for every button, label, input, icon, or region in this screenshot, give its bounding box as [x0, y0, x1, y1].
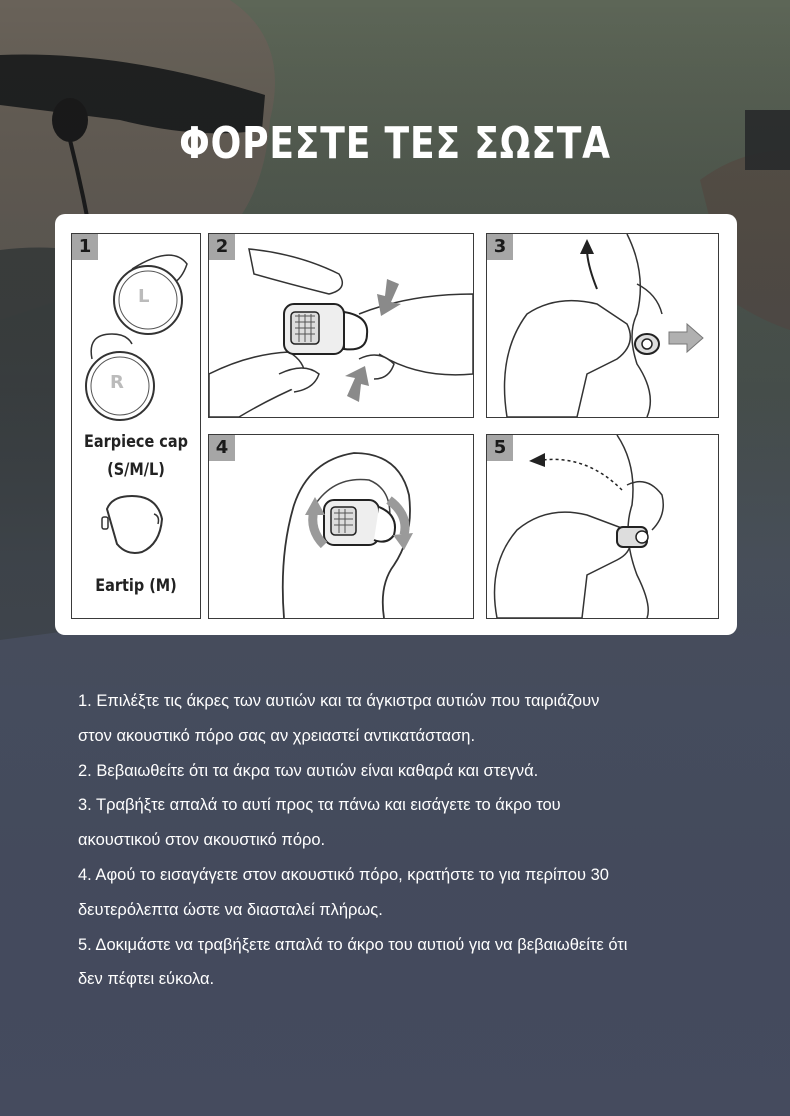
panel-2-assembly: [208, 233, 474, 418]
step-line: ακουστικού στον ακουστικό πόρο.: [78, 831, 326, 850]
step-line: 5. Δοκιμάστε να τραβήξετε απαλά το άκρο του αυτιού για να βεβαιωθείτε ότι: [78, 935, 628, 954]
earpiece-cap-sizes: (S/M/L): [107, 460, 165, 480]
panel-number: 4: [209, 435, 235, 461]
cap-right-letter: R: [110, 372, 124, 393]
panel-number: 3: [487, 234, 513, 260]
panel-number: 2: [209, 234, 235, 260]
step-line: δευτερόλεπτα ώστε να διασταλεί πλήρως.: [78, 900, 383, 919]
earpiece-caps-illustration: [72, 234, 200, 618]
twist-in-illustration: [209, 435, 473, 618]
cap-left-letter: L: [138, 286, 150, 307]
test-fit-illustration: [487, 435, 718, 618]
pull-ear-illustration: [487, 234, 718, 417]
panel-number: 1: [72, 234, 98, 260]
step-line: 4. Αφού το εισαγάγετε στον ακουστικό πόρο, κρατήστε το για περίπου 30: [78, 865, 609, 884]
panel-5-test-fit: [486, 434, 719, 619]
assembly-illustration: [209, 234, 473, 417]
panel-1-parts: [71, 233, 201, 619]
instruction-steps: [78, 684, 758, 997]
step-line: 2. Βεβαιωθείτε ότι τα άκρα των αυτιών είναι καθαρά και στεγνά.: [78, 761, 539, 780]
panel-4-twist-in: [208, 434, 474, 619]
instruction-card: [55, 214, 737, 635]
step-line: στον ακουστικό πόρο σας αν χρειαστεί αντικατάσταση.: [78, 726, 476, 745]
page-title: ΦΟΡΕΣΤΕ ΤΕΣ ΣΩΣΤΑ: [179, 118, 611, 169]
earpiece-cap-label: Earpiece cap: [84, 432, 188, 452]
step-line: 3. Τραβήξτε απαλά το αυτί προς τα πάνω και εισάγετε το άκρο του: [78, 796, 561, 815]
step-line: δεν πέφτει εύκολα.: [78, 970, 215, 989]
eartip-label: Eartip (M): [95, 576, 177, 596]
panel-3-pull-ear: [486, 233, 719, 418]
step-line: 1. Επιλέξτε τις άκρες των αυτιών και τα άγκιστρα αυτιών που ταιριάζουν: [78, 692, 600, 710]
panel-number: 5: [487, 435, 513, 461]
